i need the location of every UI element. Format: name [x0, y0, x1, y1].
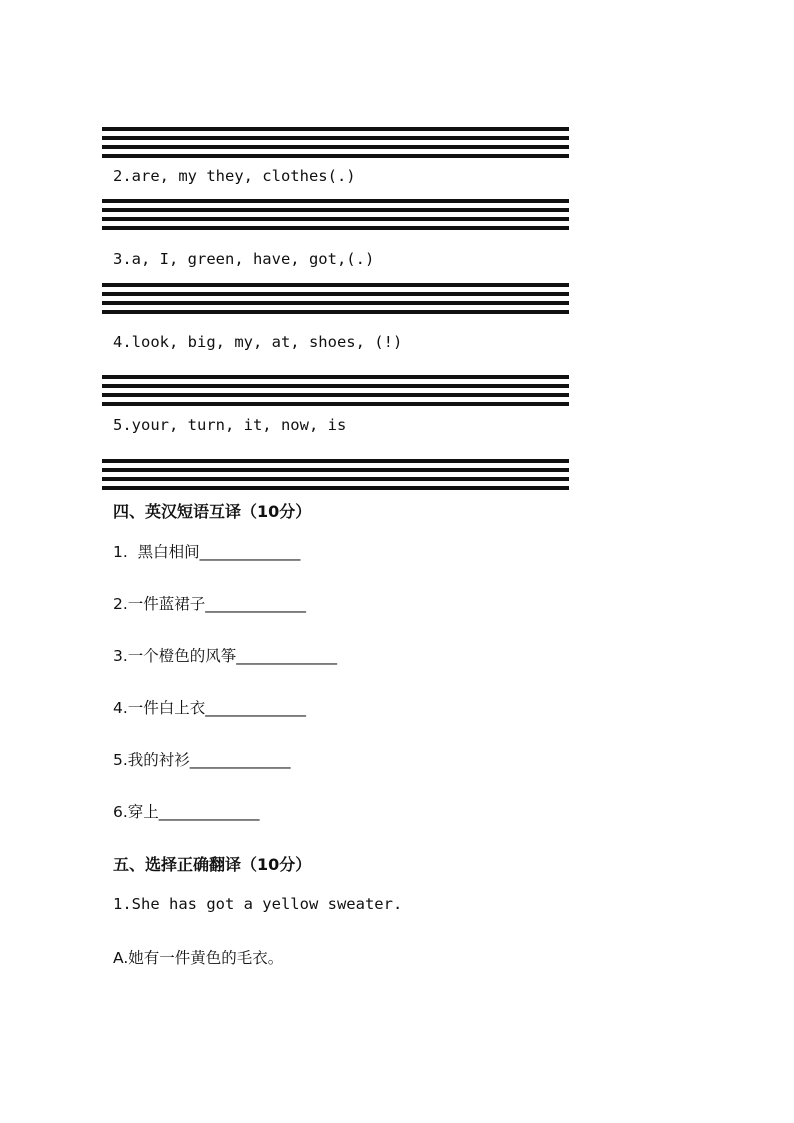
translation-item-5: 5.我的衬衫_____________	[113, 751, 291, 769]
writing-lines	[102, 375, 569, 407]
writing-rule	[102, 292, 569, 296]
question-1: 1.She has got a yellow sweater.	[113, 895, 403, 913]
rewrite-item-5: 5.your, turn, it, now, is	[113, 416, 347, 434]
section-heading-translation: 四、英汉短语互译（10分）	[113, 502, 312, 521]
writing-rule	[102, 459, 569, 463]
writing-rule	[102, 301, 569, 305]
translation-item-2: 2.一件蓝裙子_____________	[113, 595, 307, 613]
option-a: A.她有一件黄色的毛衣。	[113, 949, 284, 967]
writing-rule	[102, 226, 569, 230]
translation-item-3: 3.一个橙色的风筝_____________	[113, 647, 338, 665]
writing-rule	[102, 217, 569, 221]
writing-lines	[102, 199, 569, 231]
writing-rule	[102, 384, 569, 388]
rewrite-item-4: 4.look, big, my, at, shoes, (!)	[113, 333, 403, 351]
rewrite-item-2: 2.are, my they, clothes(.)	[113, 167, 356, 185]
writing-rule	[102, 486, 569, 490]
writing-rule	[102, 402, 569, 406]
writing-lines	[102, 459, 569, 491]
rewrite-item-3: 3.a, I, green, have, got,(.)	[113, 250, 375, 268]
writing-rule	[102, 208, 569, 212]
writing-rule	[102, 154, 569, 158]
writing-lines	[102, 283, 569, 315]
writing-rule	[102, 393, 569, 397]
translation-item-1: 1. 黑白相间_____________	[113, 543, 301, 561]
writing-rule	[102, 477, 569, 481]
writing-rule	[102, 310, 569, 314]
writing-rule	[102, 283, 569, 287]
writing-rule	[102, 145, 569, 149]
writing-lines	[102, 127, 569, 159]
writing-rule	[102, 468, 569, 472]
section-heading-choose-translation: 五、选择正确翻译（10分）	[113, 855, 312, 874]
writing-rule	[102, 127, 569, 131]
writing-rule	[102, 199, 569, 203]
translation-item-6: 6.穿上_____________	[113, 803, 260, 821]
writing-rule	[102, 136, 569, 140]
translation-item-4: 4.一件白上衣_____________	[113, 699, 307, 717]
writing-rule	[102, 375, 569, 379]
